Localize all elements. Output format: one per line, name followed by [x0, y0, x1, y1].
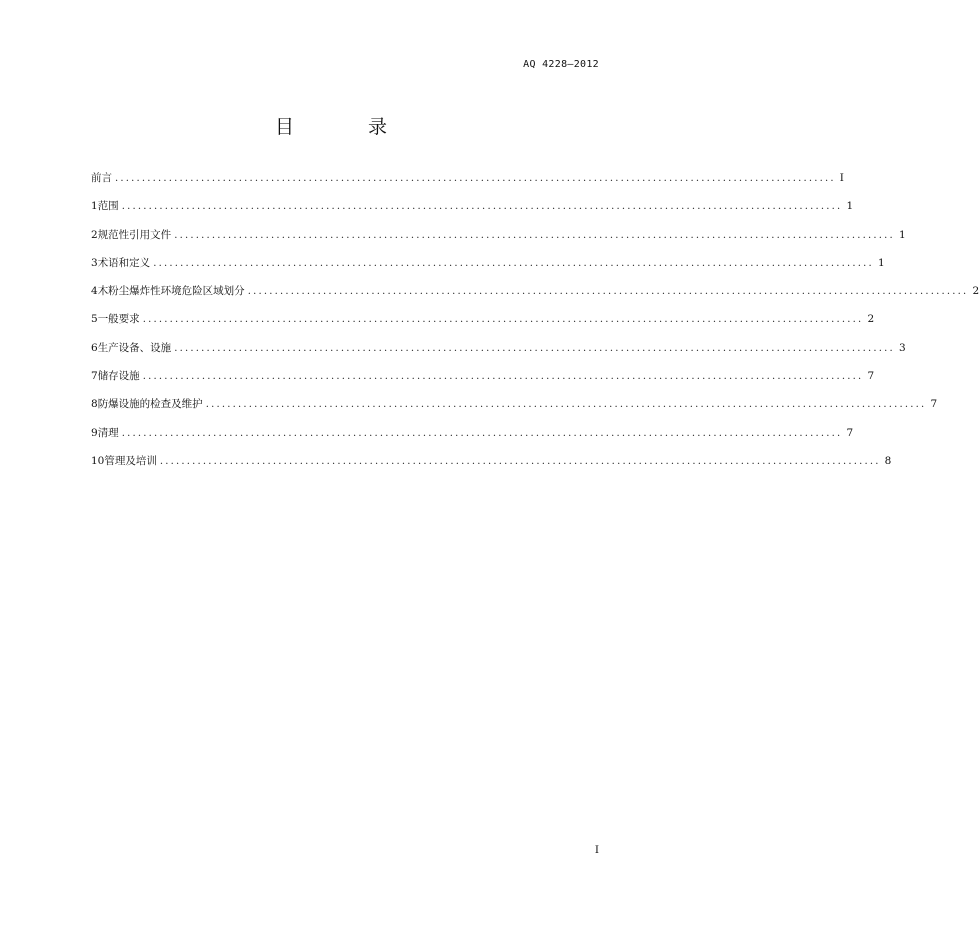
toc-entry-page: 1 [846, 200, 854, 213]
toc-entry-label: 管理及培训 [104, 454, 157, 467]
toc-entry-label: 范围 [97, 200, 119, 213]
toc-entry-6[interactable] [91, 338, 906, 366]
toc-entry-number: 7 [91, 370, 98, 383]
toc-entry-4[interactable] [91, 281, 979, 309]
dot-leader: ...................................................................................................................................... [142, 371, 864, 383]
page-number: I [594, 844, 599, 856]
dot-leader: ...................................................................................................................................... [121, 201, 843, 213]
toc-entry-8[interactable] [91, 394, 938, 422]
toc-entry-page: 7 [867, 370, 875, 383]
toc-entry-page: 2 [867, 313, 875, 326]
toc-entry-number: 2 [91, 228, 98, 241]
toc-entry-number: 9 [91, 426, 98, 439]
toc-entry-page: 7 [930, 398, 938, 411]
toc-entry-page: 1 [898, 228, 906, 241]
toc-entry-10[interactable] [91, 451, 892, 479]
toc-entry-label: 木粉尘爆炸性环境危险区域划分 [97, 285, 245, 298]
toc-entry-label: 生产设备、设施 [97, 341, 172, 354]
toc-entry-number: 10 [91, 454, 105, 467]
toc-entry-label: 防爆设施的检查及维护 [97, 398, 203, 411]
dot-leader: ...................................................................................................................................... [142, 314, 864, 326]
dot-leader: ...................................................................................................................................... [159, 455, 881, 467]
toc-entry-2[interactable] [91, 225, 906, 253]
toc-entry-1[interactable] [91, 196, 854, 224]
toc-entry-number: 8 [91, 398, 98, 411]
toc-entry-5[interactable] [91, 309, 875, 337]
toc-entry-number: 1 [91, 200, 98, 213]
toc-entry-number: 3 [91, 256, 98, 269]
toc-entry-page: 3 [898, 341, 906, 354]
toc-entry-9[interactable] [91, 423, 854, 451]
page-title: 目 录 [274, 116, 422, 138]
toc-entry-number: 4 [91, 285, 98, 298]
toc-entry-page: 7 [846, 426, 854, 439]
toc-entry-7[interactable] [91, 366, 875, 394]
dot-leader: ...................................................................................................................................... [174, 229, 895, 241]
table-of-contents [91, 168, 979, 479]
toc-entry-page: 2 [972, 285, 979, 298]
toc-entry-3[interactable] [91, 253, 885, 281]
toc-entry-number: 5 [91, 313, 98, 326]
toc-entry-page: 8 [884, 454, 892, 467]
toc-entry-foreword[interactable] [91, 168, 844, 196]
dot-leader: ...................................................................................................................................... [247, 286, 969, 298]
dot-leader: ...................................................................................................................................... [174, 342, 895, 354]
dot-leader: ...................................................................................................................................... [153, 257, 874, 269]
toc-entry-label: 前言 [91, 172, 112, 184]
toc-entry-number: 6 [91, 341, 98, 354]
dot-leader: ...................................................................................................................................... [121, 427, 843, 439]
toc-entry-label: 术语和定义 [97, 256, 151, 269]
toc-entry-page: 1 [877, 256, 885, 269]
toc-entry-page: I [839, 172, 844, 184]
toc-entry-label: 一般要求 [97, 313, 140, 326]
toc-entry-label: 清理 [97, 426, 119, 439]
standard-header: AQ 4228—2012 [523, 59, 599, 70]
dot-leader: ...................................................................................................................................... [205, 399, 927, 411]
toc-entry-label: 储存设施 [97, 370, 140, 383]
toc-entry-label: 规范性引用文件 [97, 228, 172, 241]
dot-leader: ...................................................................................................................................... [115, 173, 836, 184]
